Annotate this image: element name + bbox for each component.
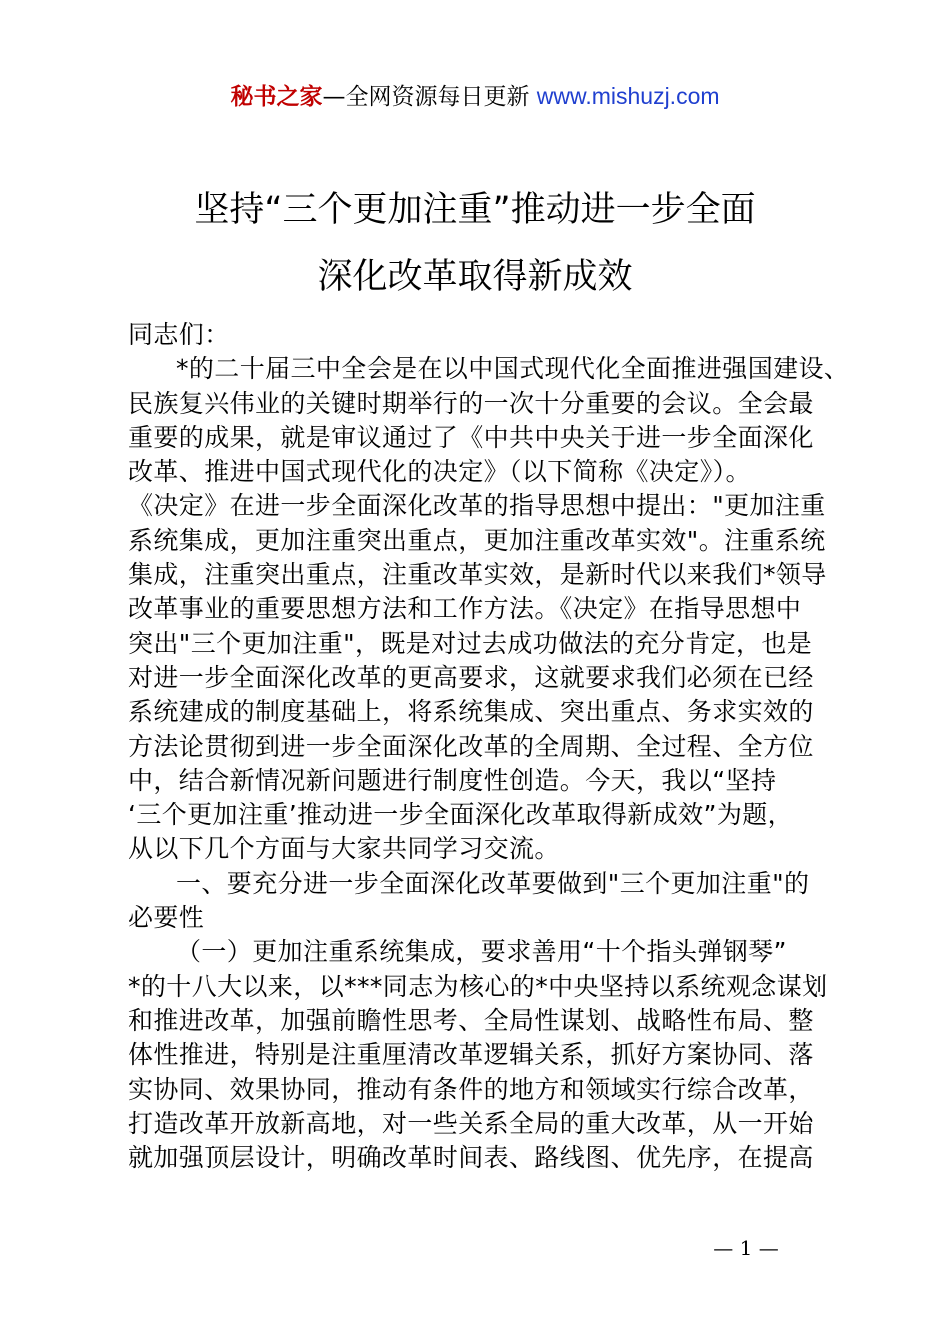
paragraph-line: 集成，注重突出重点，注重改革实效，是新时代以来我们*领导 bbox=[128, 560, 827, 590]
paragraph-line: *的十八大以来，以***同志为核心的*中央坚持以系统观念谋划 bbox=[128, 971, 828, 1001]
subsection-heading-line: （一）更加注重系统集成，要求善用“十个指头弹钢琴” bbox=[176, 937, 787, 967]
paragraph-line: 方法论贯彻到进一步全面深化改革的全周期、全过程、全方位 bbox=[128, 731, 814, 761]
paragraph-line: 打造改革开放新高地，对一些关系全局的重大改革，从一开始 bbox=[128, 1108, 814, 1138]
paragraph-line: 就加强顶层设计，明确改革时间表、路线图、优先序，在提高 bbox=[128, 1143, 814, 1173]
salutation: 同志们： bbox=[128, 320, 230, 349]
paragraph-line: 系统建成的制度基础上，将系统集成、突出重点、务求实效的 bbox=[128, 697, 814, 727]
paragraph-line: 重要的成果，就是审议通过了《中共中央关于进一步全面深化 bbox=[128, 422, 814, 452]
paragraph-line: 体性推进，特别是注重厘清改革逻辑关系，抓好方案协同、落 bbox=[128, 1040, 814, 1070]
section-heading-line: 一、要充分进一步全面深化改革要做到"三个更加注重"的 bbox=[176, 868, 810, 898]
paragraph-line: 从以下几个方面与大家共同学习交流。 bbox=[128, 834, 560, 864]
paragraph-line: 实协同、效果协同，推动有条件的地方和领域实行综合改革， bbox=[128, 1074, 814, 1104]
document-body bbox=[128, 318, 848, 1175]
paragraph-line: 《决定》在进一步全面深化改革的指导思想中提出："更加注重 bbox=[128, 491, 826, 521]
site-header bbox=[0, 80, 950, 113]
paragraph-line: 改革事业的重要思想方法和工作方法。《决定》在指导思想中 bbox=[128, 594, 802, 624]
site-tagline: —全网资源每日更新 bbox=[322, 84, 537, 110]
document-title-line-2: 深化改革取得新成效 bbox=[317, 257, 633, 297]
paragraph-line: 对进一步全面深化改革的更高要求，这就要求我们必须在已经 bbox=[128, 662, 814, 692]
section-heading-line: 必要性 bbox=[128, 903, 205, 933]
paragraph-line: 和推进改革，加强前瞻性思考、全局性谋划、战略性布局、整 bbox=[128, 1005, 814, 1035]
paragraph-line: 突出"三个更加注重"，既是对过去成功做法的充分肯定，也是 bbox=[128, 628, 813, 658]
document-title-line-1: 坚持“三个更加注重”推动进一步全面 bbox=[194, 190, 756, 230]
paragraph-line: *的二十届三中全会是在以中国式现代化全面推进强国建设、 bbox=[176, 354, 850, 384]
site-brand: 秘书之家 bbox=[230, 84, 323, 110]
paragraph-line: 系统集成，更加注重突出重点，更加注重改革实效"。注重系统 bbox=[128, 525, 826, 555]
paragraph-line: 改革、推进中国式现代化的决定》（以下简称《决定》）。 bbox=[128, 457, 751, 487]
paragraph-line: 中，结合新情况新问题进行制度性创造。今天，我以“坚持 bbox=[128, 765, 777, 795]
site-url-link[interactable]: www.mishuzj.com bbox=[536, 83, 720, 109]
page-number: — 1 — bbox=[713, 1236, 779, 1260]
paragraph-line: ‘三个更加注重’推动进一步全面深化改革取得新成效”为题， bbox=[128, 800, 794, 830]
paragraph-line: 民族复兴伟业的关键时期举行的一次十分重要的会议。全会最 bbox=[128, 388, 814, 418]
